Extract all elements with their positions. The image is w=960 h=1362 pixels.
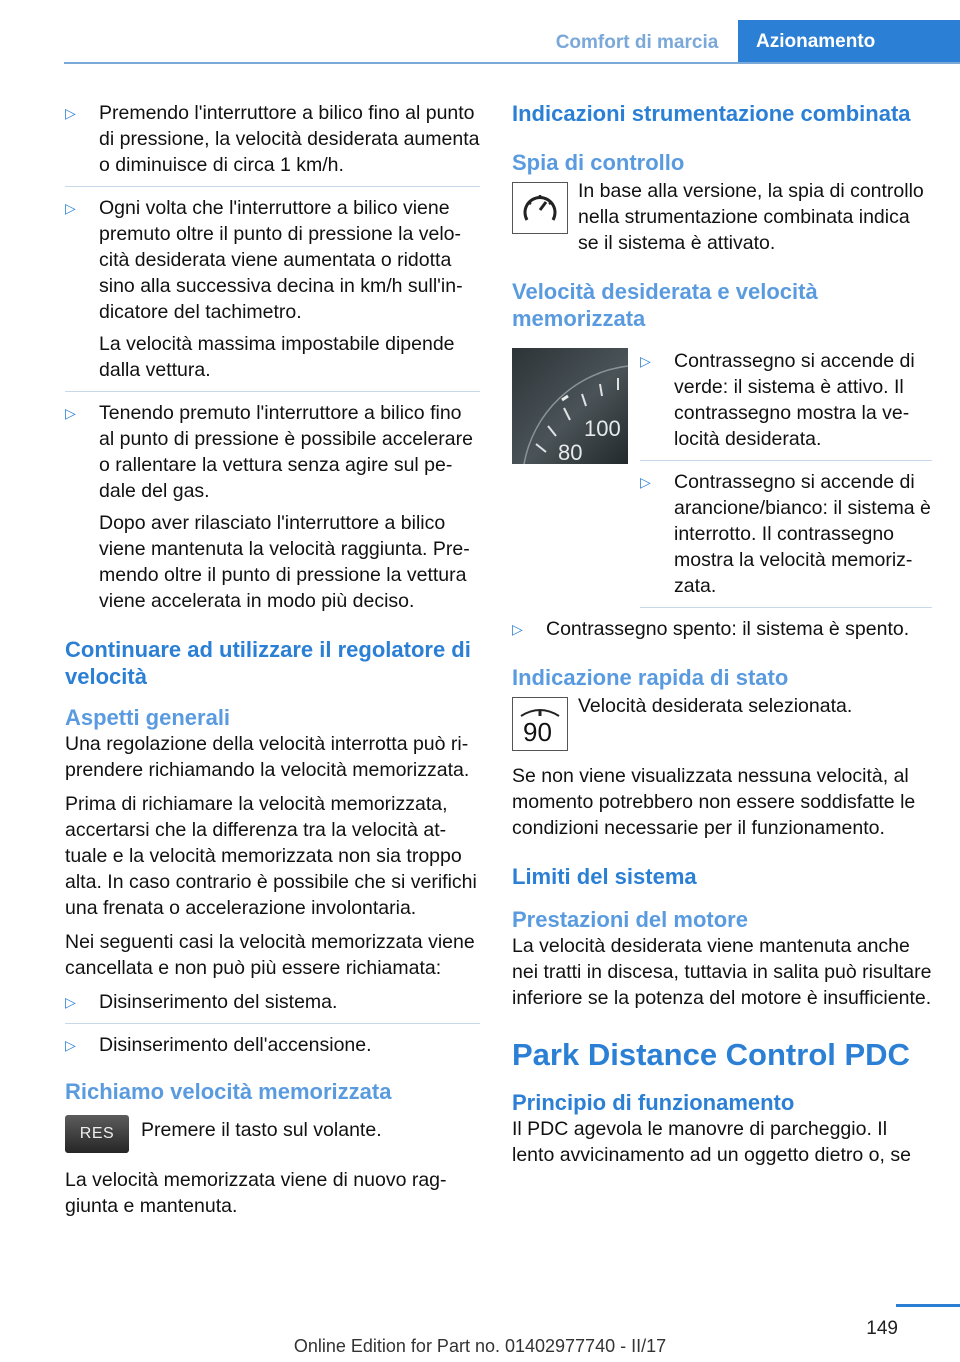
heading-principle: Principio di funzionamento: [512, 1090, 795, 1115]
left-column: [65, 100, 480, 1227]
heading-indicator-lamp: Spia di controllo: [512, 150, 685, 175]
list-item: ▷ Ogni volta che l'interruttore a bilico viene premuto oltre il punto di pressione la velocità desiderata viene aumentata o ridotta sino alla successiva decina in km/h sull'indicatore del tachimetro. La velocità massima impostabile dipende dalla vettura.: [65, 195, 480, 392]
heading-engine-performance: Prestazioni del motore: [512, 907, 748, 932]
footer-rule: [896, 1304, 960, 1307]
header-chapter-tab: Azionamento: [738, 20, 960, 64]
desired-speed-icon: [512, 697, 568, 751]
paragraph: Prima di richiamare la velocità memorizzata, accertarsi che la differenza tra la velocità attuale e la velocità memorizzata non sia troppo alta. In caso contrario è possibile che si verifichi una frenata o accelerazione involontaria.: [65, 793, 477, 919]
list-item: ▷ Disinserimento dell'accensione.: [65, 1034, 372, 1056]
cruise-control-icon: [512, 182, 568, 234]
dial-label-100: 100: [584, 416, 621, 441]
dial-row: [512, 348, 932, 616]
list-item: ▷ Contrassegno si accende di arancione/bianco: il sistema è interrotto. Il contrassegno mostra la velocità memorizzata.: [640, 469, 932, 608]
footer-edition: Online Edition for Part no. 01402977740 - II/17: [293, 1336, 667, 1356]
list-item: ▷ Disinserimento del sistema.: [65, 989, 480, 1024]
header-rule: [64, 62, 960, 64]
triangle-bullet-icon: ▷: [512, 621, 523, 637]
list-item: ▷ Contrassegno si accende di verde: il sistema è attivo. Il contrassegno mostra la velocità desiderata.: [640, 348, 932, 461]
quick-status-description: Velocità desiderata selezionata.: [578, 695, 853, 717]
triangle-bullet-icon: ▷: [65, 200, 76, 216]
triangle-bullet-icon: ▷: [65, 994, 76, 1010]
heading-general: Aspetti generali: [65, 705, 231, 730]
header-section-title: Comfort di marcia: [555, 32, 719, 53]
paragraph: Una regolazione della velocità interrotta può riprendere richiamando la velocità memorizzata.: [65, 733, 470, 781]
res-row: [65, 1115, 480, 1153]
heading-continue: Continuare ad utilizzare il regolatore di velocità: [65, 637, 471, 689]
triangle-bullet-icon: ▷: [65, 1037, 76, 1053]
heading-pdc: Park Distance Control PDC: [512, 1037, 910, 1072]
paragraph: Se non viene visualizzata nessuna velocità, al momento potrebbero non essere soddisfatte le condizioni necessarie per il funzionamento.: [512, 765, 916, 839]
quick-status-row: [512, 693, 932, 751]
paragraph: Il PDC agevola le manovre di parcheggio. Il lento avvicinamento ad un oggetto dietro o, se: [512, 1118, 911, 1166]
speedometer-icon: [519, 189, 561, 227]
triangle-bullet-icon: ▷: [640, 353, 651, 369]
list-item: ▷ Tenendo premuto l'interruttore a bilico fino al punto di pressione è possibile accelerare o rallentare la vettura senza agire sul pedale del gas. Dopo aver rilasciato l'interruttore a bilico viene mantenuta la velocità raggiunta. Premendo oltre il punto di pressione la vettura viene accelerata in modo più deciso.: [65, 402, 473, 612]
triangle-bullet-icon: ▷: [640, 474, 651, 490]
res-description: Premere il tasto sul volante.: [141, 1119, 382, 1141]
res-label: RES: [79, 1125, 115, 1142]
right-column: [512, 100, 932, 1176]
spia-description: In base alla versione, la spia di controllo nella strumentazione combinata indica se il sistema è attivato.: [578, 180, 924, 254]
heading-instrument-cluster: Indicazioni strumentazione combinata: [512, 101, 911, 126]
page-number: 149: [866, 1318, 898, 1339]
heading-system-limits: Limiti del sistema: [512, 864, 697, 889]
speedometer-dial-image: [512, 348, 628, 464]
heading-desired-speed: Velocità desiderata e velocità memorizzata: [512, 279, 818, 331]
spia-row: [512, 178, 932, 256]
heading-quick-status: Indicazione rapida di stato: [512, 665, 789, 690]
paragraph: La velocità memorizzata viene di nuovo raggiunta e mantenuta.: [65, 1169, 447, 1217]
paragraph: Nei seguenti casi la velocità memorizzata viene cancellata e non può più essere richiamata:: [65, 931, 475, 979]
paragraph: La velocità desiderata viene mantenuta anche nei tratti in discesa, tuttavia in salita può risultare inferiore se la potenza del motore è insufficiente.: [512, 935, 932, 1009]
speed-value: 90: [523, 717, 552, 747]
res-button-icon: [65, 1115, 129, 1153]
list-item: ▷ Contrassegno spento: il sistema è spento.: [512, 618, 910, 640]
heading-recall: Richiamo velocità memorizzata: [65, 1079, 392, 1104]
list-item: ▷ Premendo l'interruttore a bilico fino al punto di pressione, la velocità desiderata aumenta o diminuisce di circa 1 km/h.: [65, 100, 480, 187]
dial-label-80: 80: [558, 440, 583, 464]
triangle-bullet-icon: ▷: [65, 405, 76, 421]
triangle-bullet-icon: ▷: [65, 105, 76, 121]
